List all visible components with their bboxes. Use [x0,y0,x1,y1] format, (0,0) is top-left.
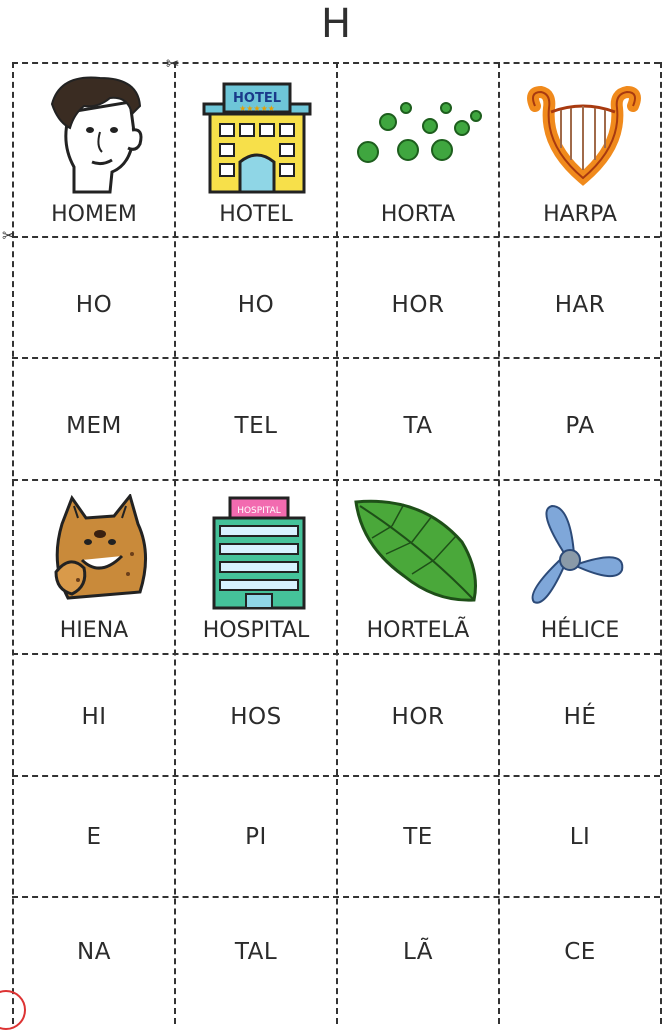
syllable-card: HI [81,704,107,730]
syllable-card: TA [403,413,433,439]
syllable-card: CE [564,939,596,965]
card-word: HARPA [543,202,617,227]
syllable-card: TEL [234,413,278,439]
man-face-icon [40,72,150,204]
hospital-building-icon [208,494,310,614]
syllable-card: HÉ [563,704,597,730]
syllable-card: MEM [66,413,122,439]
harp-icon [525,86,643,190]
syllable-card: HOR [391,704,445,730]
hotel-building-icon [200,78,314,200]
card-word: HOSPITAL [202,618,310,643]
card-word: HÉLICE [540,618,620,643]
propeller-icon [526,500,630,618]
syllable-card: TAL [234,939,278,965]
syllable-card: PA [565,413,595,439]
vegetable-garden-icon [350,100,484,174]
card-word: HORTA [380,202,456,227]
scissors-icon: ✂ [166,54,180,73]
card-word: HOTEL [219,202,293,227]
syllable-card: TE [403,824,433,850]
hospital-sign-text: HOSPITAL [237,506,281,516]
mint-leaf-icon [352,496,482,610]
syllable-card: E [86,824,102,850]
syllable-card: LI [569,824,591,850]
syllable-card: HOR [391,292,445,318]
svg-text:★★★★★: ★★★★★ [239,104,275,113]
syllable-card: LÃ [402,939,434,965]
syllable-card: HO [75,292,113,318]
page-title: H [320,1,352,47]
syllable-card: HO [237,292,275,318]
card-word: HORTELÃ [366,618,470,643]
syllable-card: HOS [230,704,282,730]
card-word: HIENA [59,618,129,643]
hotel-sign-text: HOTEL [233,91,281,106]
hyena-icon [48,494,152,608]
syllable-card: HAR [554,292,606,318]
card-word: HOMEM [51,202,137,227]
syllable-card: NA [77,939,111,965]
scissors-icon: ✂ [2,226,16,245]
syllable-card: PI [245,824,267,850]
